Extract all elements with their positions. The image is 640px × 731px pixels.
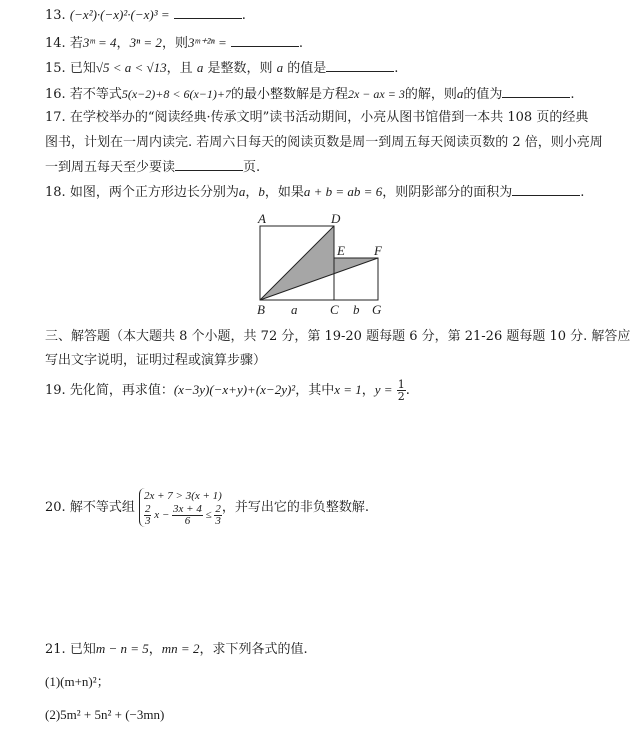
denominator: 6 [184, 515, 191, 527]
period: . [580, 185, 585, 200]
answer-blank[interactable] [174, 6, 242, 19]
label-b-point: B [257, 302, 265, 317]
question-21-part1 [45, 673, 110, 691]
period: . [298, 36, 304, 51]
label-side-b: b [353, 302, 360, 317]
text: 一到周五每天至少要读 [45, 160, 176, 175]
period: . [405, 383, 410, 398]
expression: x − [154, 509, 170, 522]
expression: m − n = 5 [95, 641, 149, 656]
numerator: 1 [397, 378, 405, 391]
text: 写出文字说明，证明过程或演算步骤） [45, 353, 267, 368]
answer-blank[interactable] [231, 34, 299, 47]
text: 在学校举办的“阅读经典·传承文明”读书活动期间，小亮从图书馆借到一本共 108 页的经典 [69, 110, 589, 125]
text: ，并写出它的非负整数解. [221, 500, 370, 515]
text: 的值为 [463, 87, 503, 102]
squares-figure [240, 210, 400, 320]
text: 已知 [69, 61, 96, 76]
numerator: 3x + 4 [173, 503, 202, 515]
text: ，其中 [295, 383, 335, 398]
text: ，求下列各式的值. [199, 642, 308, 657]
section-3-heading-line2 [45, 352, 266, 370]
denominator: 2 [397, 390, 405, 403]
answer-blank[interactable] [502, 85, 570, 98]
answer-blank[interactable] [326, 59, 394, 72]
q-number: 18. [45, 185, 66, 200]
label-f: F [374, 243, 382, 258]
q-number: 20. [45, 500, 66, 515]
q-number: 15. [45, 61, 66, 76]
q-number: 21. [45, 642, 66, 657]
section-3-heading [45, 328, 630, 346]
expression: mn = 2 [161, 641, 200, 656]
q-number: 16. [45, 87, 66, 102]
text: 是整数，则 [207, 61, 273, 76]
question-18 [45, 183, 584, 202]
label-c: C [330, 302, 339, 317]
variable: a [456, 86, 464, 101]
variable: a [196, 60, 204, 75]
text: 如图，两个正方形边长分别为 [69, 185, 239, 200]
text: ，则阴影部分的面积为 [382, 185, 513, 200]
text: 的值是 [287, 61, 327, 76]
question-15 [45, 59, 398, 78]
q-number: 19. [45, 383, 66, 398]
text: ，如果 [264, 185, 304, 200]
text: 解不等式组 [69, 500, 135, 515]
expression: (1)(m+n)²； [45, 674, 110, 689]
q-number: 17. [45, 110, 66, 125]
text: ，且 [166, 61, 193, 76]
expression: y = [374, 382, 393, 397]
text: 先化简，再求值： [69, 383, 174, 398]
inequality-system [139, 488, 222, 527]
q-number: 14. [45, 36, 66, 51]
expression: x = 1 [334, 382, 362, 397]
text: ， [148, 642, 162, 657]
expression: 3ᵐ⁺²ⁿ = [187, 35, 227, 50]
answer-blank[interactable] [175, 158, 243, 171]
label-a-point: A [258, 211, 266, 226]
variable: a [276, 60, 284, 75]
question-19 [45, 379, 410, 402]
label-e: E [337, 243, 345, 258]
expression: √5 < a < √13 [95, 60, 167, 75]
question-20 [45, 488, 369, 527]
text: 若 [69, 36, 83, 51]
question-17-line2 [45, 134, 603, 152]
inequality-2 [144, 504, 222, 527]
text: ， [361, 383, 375, 398]
question-16 [45, 85, 575, 104]
label-side-a: a [291, 302, 298, 317]
period: . [570, 87, 575, 102]
variable: b [258, 184, 265, 199]
expression: (x−3y)(−x+y)+(x−2y)² [173, 382, 296, 397]
label-g: G [372, 302, 382, 317]
numerator: 2 [215, 503, 221, 515]
period: . [241, 8, 246, 23]
text: 图书，计划在一周内读完. 若周六日每天的阅读页数是周一到周五每天阅读页数的 2 倍，则小亮周 [45, 135, 603, 150]
label-d: D [331, 211, 341, 226]
text: 已知 [69, 642, 96, 657]
fraction [397, 379, 406, 402]
text: ， [116, 36, 130, 51]
answer-blank[interactable] [512, 183, 580, 196]
numerator: 2 [144, 503, 151, 515]
question-14 [45, 34, 303, 53]
text: ， [245, 185, 259, 200]
leq-sign: ≤ [205, 509, 212, 522]
denominator: 3 [215, 515, 221, 527]
denominator: 3 [144, 515, 151, 527]
text: 页. [243, 160, 261, 175]
expression: a + b = ab = 6 [303, 184, 383, 199]
question-17 [45, 109, 588, 127]
text: 的解，则 [404, 87, 457, 102]
expression: 2x − ax = 3 [347, 87, 405, 101]
expression: 3ⁿ = 2 [129, 35, 162, 50]
text: 三、解答题（本大题共 8 个小题，共 72 分，第 19-20 题每题 6 分，第 21-26 题每题 10 分. 解答应 [45, 329, 631, 344]
text: ，则 [161, 36, 188, 51]
question-21-part2 [45, 706, 164, 724]
text: 若不等式 [69, 87, 122, 102]
expression: (2)5m² + 5n² + (−3mn) [45, 707, 165, 722]
period: . [394, 61, 399, 76]
question-13 [45, 6, 246, 25]
expression: 3ᵐ = 4 [82, 35, 117, 50]
inequality-1: 2x + 7 > 3(x + 1) [143, 490, 222, 502]
question-21 [45, 640, 308, 659]
question-17-line3 [45, 158, 260, 177]
expression: (−x²)·(−x)²·(−x)³ = [69, 7, 170, 22]
variable: a [238, 184, 246, 199]
text: 的最小整数解是方程 [230, 87, 348, 102]
expression: 5(x−2)+8 < 6(x−1)+7 [121, 87, 231, 101]
q-number: 13. [45, 8, 66, 23]
